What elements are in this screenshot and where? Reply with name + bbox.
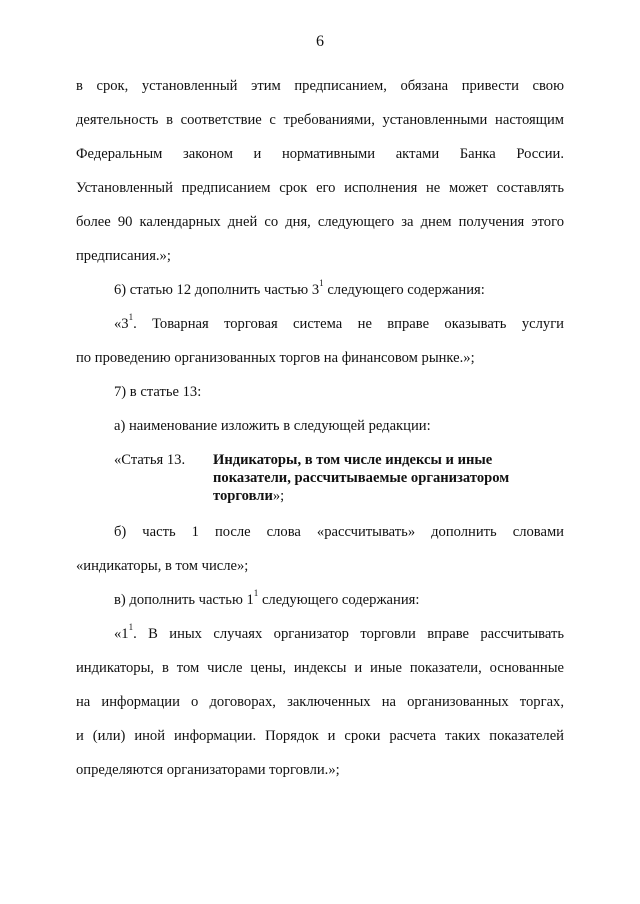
text-line: Установленный предписанием срок его исполнения не может составлять [76, 180, 564, 196]
text-fragment: следующего содержания: [323, 282, 485, 298]
document-body [76, 69, 564, 787]
article-title-tail: »; [272, 488, 285, 504]
text-line: в срок, установленный этим предписанием, обязана привести свою [76, 78, 564, 94]
page-number: 6 [316, 33, 324, 50]
article-label: «Статья 13. [114, 452, 186, 468]
paragraph-subitem-a [76, 409, 564, 443]
superscript: 1 [253, 588, 259, 599]
text-fragment: . Товарная торговая система не вправе оказывать услуги [133, 316, 564, 332]
paragraph-item-7 [76, 375, 564, 409]
text-line: определяются организаторами торговли.»; [76, 762, 340, 778]
text-line: на информации о договорах, заключенных на организованных торгах, [76, 694, 564, 710]
text-line: по проведению организованных торгов на финансовом рынке.»; [76, 350, 475, 366]
text-line: более 90 календарных дней со дня, следующего за днем получения этого [76, 214, 564, 230]
paragraph-part-3-1 [76, 307, 564, 375]
text-line: деятельность в соответствие с требованиями, установленными настоящим [76, 112, 564, 128]
text-fragment: в) дополнить частью 1 [114, 592, 254, 608]
text-line: предписания.»; [76, 248, 171, 264]
paragraph-1 [76, 69, 564, 273]
text-fragment: «1 [114, 626, 129, 642]
superscript: 1 [128, 622, 134, 633]
text-line [76, 617, 564, 651]
superscript: 1 [319, 278, 324, 289]
paragraph-subitem-b [76, 515, 564, 583]
text-line: и (или) иной информации. Порядок и сроки расчета таких показателей [76, 728, 564, 744]
paragraph-part-1-1 [76, 617, 564, 787]
superscript: 1 [128, 312, 134, 323]
article-title [213, 451, 513, 505]
paragraph-subitem-v [76, 583, 564, 617]
text-line [76, 583, 564, 617]
text-line: «индикаторы, в том числе»; [76, 558, 249, 574]
text-fragment: . В иных случаях организатор торговли вправе рассчитывать [133, 626, 564, 642]
article-heading [76, 451, 564, 505]
paragraph-item-6 [76, 273, 564, 307]
text-line [76, 307, 564, 341]
text-line: 7) в статье 13: [114, 384, 202, 400]
text-line [76, 273, 564, 307]
text-fragment: 6) статью 12 дополнить частью 3 [114, 282, 320, 298]
text-line: б) часть 1 после слова «рассчитывать» дополнить словами [114, 524, 564, 540]
text-line: индикаторы, в том числе цены, индексы и иные показатели, основанные [76, 660, 564, 676]
text-fragment: следующего содержания: [258, 592, 420, 608]
article-title-text: Индикаторы, в том числе индексы и иные показатели, рассчитываемые организатором торговли [213, 452, 510, 504]
text-line: а) наименование изложить в следующей редакции: [114, 418, 431, 434]
text-fragment: «3 [114, 316, 129, 332]
text-line: Федеральным законом и нормативными актами Банка России. [76, 146, 564, 162]
